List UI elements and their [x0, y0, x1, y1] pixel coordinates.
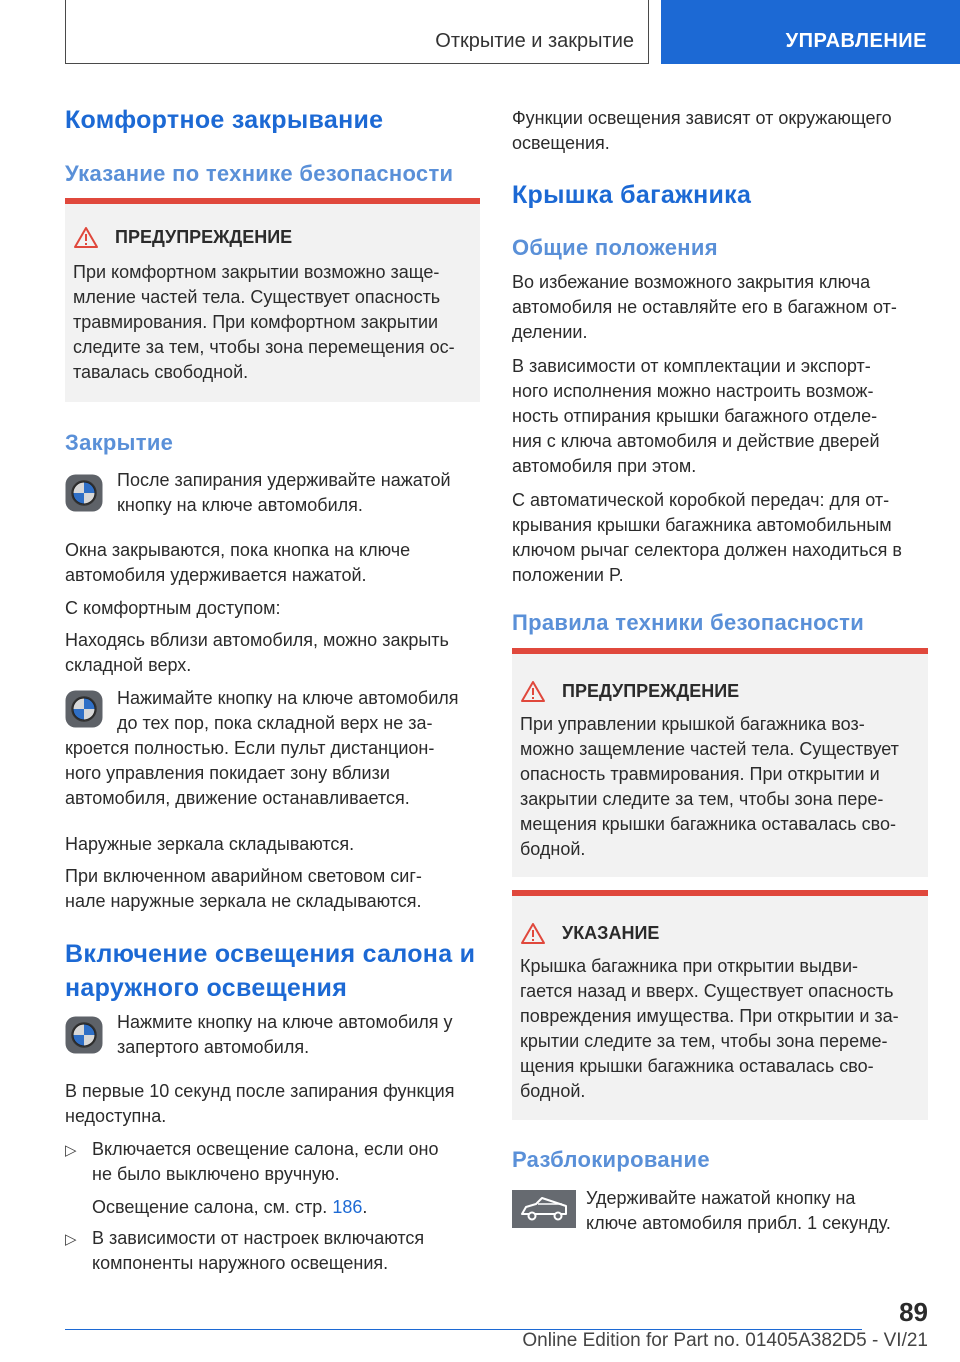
warning-line: мещения крышки багажника оставалась сво- — [520, 814, 897, 834]
paragraph — [512, 270, 932, 345]
paragraph — [65, 864, 480, 914]
warning-title-row — [73, 226, 292, 249]
text-line: до тех пор, пока складной верх не за- — [117, 713, 433, 733]
warning-line: закрытии следите за тем, чтобы зона пере- — [520, 789, 884, 809]
text-line: С автоматической коробкой передач: для от- — [512, 490, 890, 510]
warning-triangle-icon — [520, 680, 546, 703]
warning-line: можно защемление частей тела. Существует — [520, 739, 899, 759]
key2-text — [117, 686, 482, 736]
text-line: ния с ключа автомобиля и действие дверей — [512, 431, 880, 451]
paragraph: С комфортным доступом: — [65, 598, 281, 618]
text-line: Удерживайте нажатой кнопку на — [586, 1188, 856, 1208]
text-line: В зависимости от комплектации и экспорт- — [512, 356, 871, 376]
warning-line: травмирования. При комфортном закрытии — [73, 312, 439, 332]
text-line: освещения. — [512, 133, 610, 153]
text-line: Нажимайте кнопку на ключе автомобиля — [117, 688, 459, 708]
notice-line: крытии следите за тем, чтобы зона переме- — [520, 1031, 888, 1051]
key3-text — [117, 1010, 482, 1060]
text-line: недоступна. — [65, 1106, 167, 1126]
notice-title: УКАЗАНИЕ — [562, 923, 660, 943]
page-number: 89 — [899, 1297, 928, 1327]
text-line: Нажмите кнопку на ключе автомобиля у — [117, 1012, 453, 1032]
text-line: крывания крышки багажника автомобильным — [512, 515, 892, 535]
bmw-key-icon — [65, 690, 103, 728]
bmw-key-icon — [65, 474, 103, 512]
list-item — [92, 1137, 482, 1220]
trunk-open-icon — [512, 1190, 576, 1228]
heading-line: наружного освещения — [65, 974, 348, 1002]
ref-text: Освещение салона, см. стр. — [92, 1197, 328, 1217]
warning-title-row — [520, 680, 739, 703]
key2-continued — [65, 736, 480, 811]
notice-line: повреждения имущества. При открытии и за- — [520, 1006, 899, 1026]
text-line: ность отпирания крышки багажного отделе- — [512, 406, 878, 426]
text-line: После запирания удерживайте нажатой — [117, 470, 451, 490]
paragraph — [65, 1079, 485, 1129]
warning-title: ПРЕДУПРЕЖДЕНИЕ — [115, 227, 293, 247]
header-section-box — [65, 0, 649, 64]
chapter-title: УПРАВЛЕНИЕ — [785, 30, 927, 52]
warning-line: мление частей тела. Существует опасность — [73, 287, 441, 307]
light-heading — [65, 937, 485, 1005]
cross-reference — [92, 1195, 482, 1220]
text-line: делении. — [512, 322, 588, 342]
paragraph: Наружные зеркала складываются. — [65, 834, 355, 854]
heading-line: Включение освещения салона и — [65, 940, 476, 968]
text-line: В зависимости от настроек включаются — [92, 1228, 425, 1248]
notice-line: щения крышки багажника оставалась сво- — [520, 1056, 874, 1076]
text-line: При включенном аварийном световом сиг- — [65, 866, 422, 886]
text-line: В первые 10 секунд после запирания функция — [65, 1081, 455, 1101]
bullet-marker: ▷ — [65, 1231, 77, 1248]
text-line: автомобиля, движение останавливается. — [65, 788, 410, 808]
text-line: компоненты наружного освещения. — [92, 1253, 389, 1273]
text-line: положении P. — [512, 565, 624, 585]
warning-triangle-icon — [73, 226, 99, 249]
close-heading: Закрытие — [65, 430, 174, 455]
unlock-text — [586, 1186, 931, 1236]
text-line: кнопку на ключе автомобиля. — [117, 495, 363, 515]
text-line: Во избежание возможного закрытия ключа — [512, 272, 871, 292]
warning-line: бодной. — [520, 839, 586, 859]
text-line: кроется полностью. Если пульт дистанцион- — [65, 738, 435, 758]
text-line: ключом рычаг селектора должен находиться в — [512, 540, 902, 560]
notice-text — [520, 954, 925, 1104]
warning-text — [73, 260, 478, 385]
chapter-tab — [661, 0, 960, 64]
bmw-key-icon — [65, 1016, 103, 1054]
warning-line: следите за тем, чтобы зона перемещения ос- — [73, 337, 455, 357]
paragraph — [512, 354, 932, 479]
text-line: Включается освещение салона, если оно — [92, 1139, 439, 1159]
unlock-heading: Разблокирование — [512, 1147, 710, 1172]
paragraph — [512, 106, 932, 156]
page-link[interactable]: 186 — [332, 1197, 363, 1217]
warning-line: При комфортном закрытии возможно заще- — [73, 262, 440, 282]
warning-line: тавалась свободной. — [73, 362, 249, 382]
warning-triangle-icon — [520, 922, 546, 945]
footer-edition: Online Edition for Part no. 01405A382D5 - VI/21 — [522, 1330, 928, 1351]
warning-line: опасность травмирования. При открытии и — [520, 764, 880, 784]
notice-line: гается назад и вверх. Существует опасность — [520, 981, 894, 1001]
notice-title-row — [520, 922, 659, 945]
paragraph — [512, 488, 932, 588]
warning-line: При управлении крышкой багажника воз- — [520, 714, 865, 734]
left-safety-heading: Указание по технике безопасности — [65, 161, 454, 186]
text-line: запертого автомобиля. — [117, 1037, 310, 1057]
notice-line: Крышка багажника при открытии выдви- — [520, 956, 859, 976]
text-line: ключе автомобиля прибл. 1 секунду. — [586, 1213, 891, 1233]
notice-line: бодной. — [520, 1081, 586, 1101]
right-safety-heading: Правила техники безопасности — [512, 610, 865, 635]
right-warning-box — [512, 648, 928, 877]
text-line: автомобиля не оставляйте его в багажном от- — [512, 297, 897, 317]
text-line: автомобиля при этом. — [512, 456, 697, 476]
right-notice-box — [512, 890, 928, 1120]
right-title: Крышка багажника — [512, 181, 752, 209]
text-line: нале наружные зеркала не складываются. — [65, 891, 422, 911]
left-warning-box — [65, 198, 480, 402]
text-line: ного исполнения можно настроить возмож- — [512, 381, 874, 401]
paragraph — [65, 538, 480, 588]
text-line: складной верх. — [65, 655, 192, 675]
section-title: Открытие и закрытие — [435, 30, 634, 52]
key1-text — [117, 468, 482, 518]
warning-text — [520, 712, 925, 862]
text-line: Находясь вблизи автомобиля, можно закрыть — [65, 630, 449, 650]
general-heading: Общие положения — [512, 235, 718, 260]
text-line: Окна закрываются, пока кнопка на ключе — [65, 540, 411, 560]
warning-title: ПРЕДУПРЕЖДЕНИЕ — [562, 681, 740, 701]
text-line: автомобиля удерживается нажатой. — [65, 565, 367, 585]
bullet-marker: ▷ — [65, 1142, 77, 1159]
list-item — [92, 1226, 482, 1276]
paragraph — [65, 628, 480, 678]
text-line: ного управления покидает зону вблизи — [65, 763, 390, 783]
left-title: Комфортное закрывание — [65, 106, 384, 134]
ref-end: . — [362, 1197, 368, 1217]
text-line: не было выключено вручную. — [92, 1164, 340, 1184]
text-line: Функции освещения зависят от окружающего — [512, 108, 892, 128]
